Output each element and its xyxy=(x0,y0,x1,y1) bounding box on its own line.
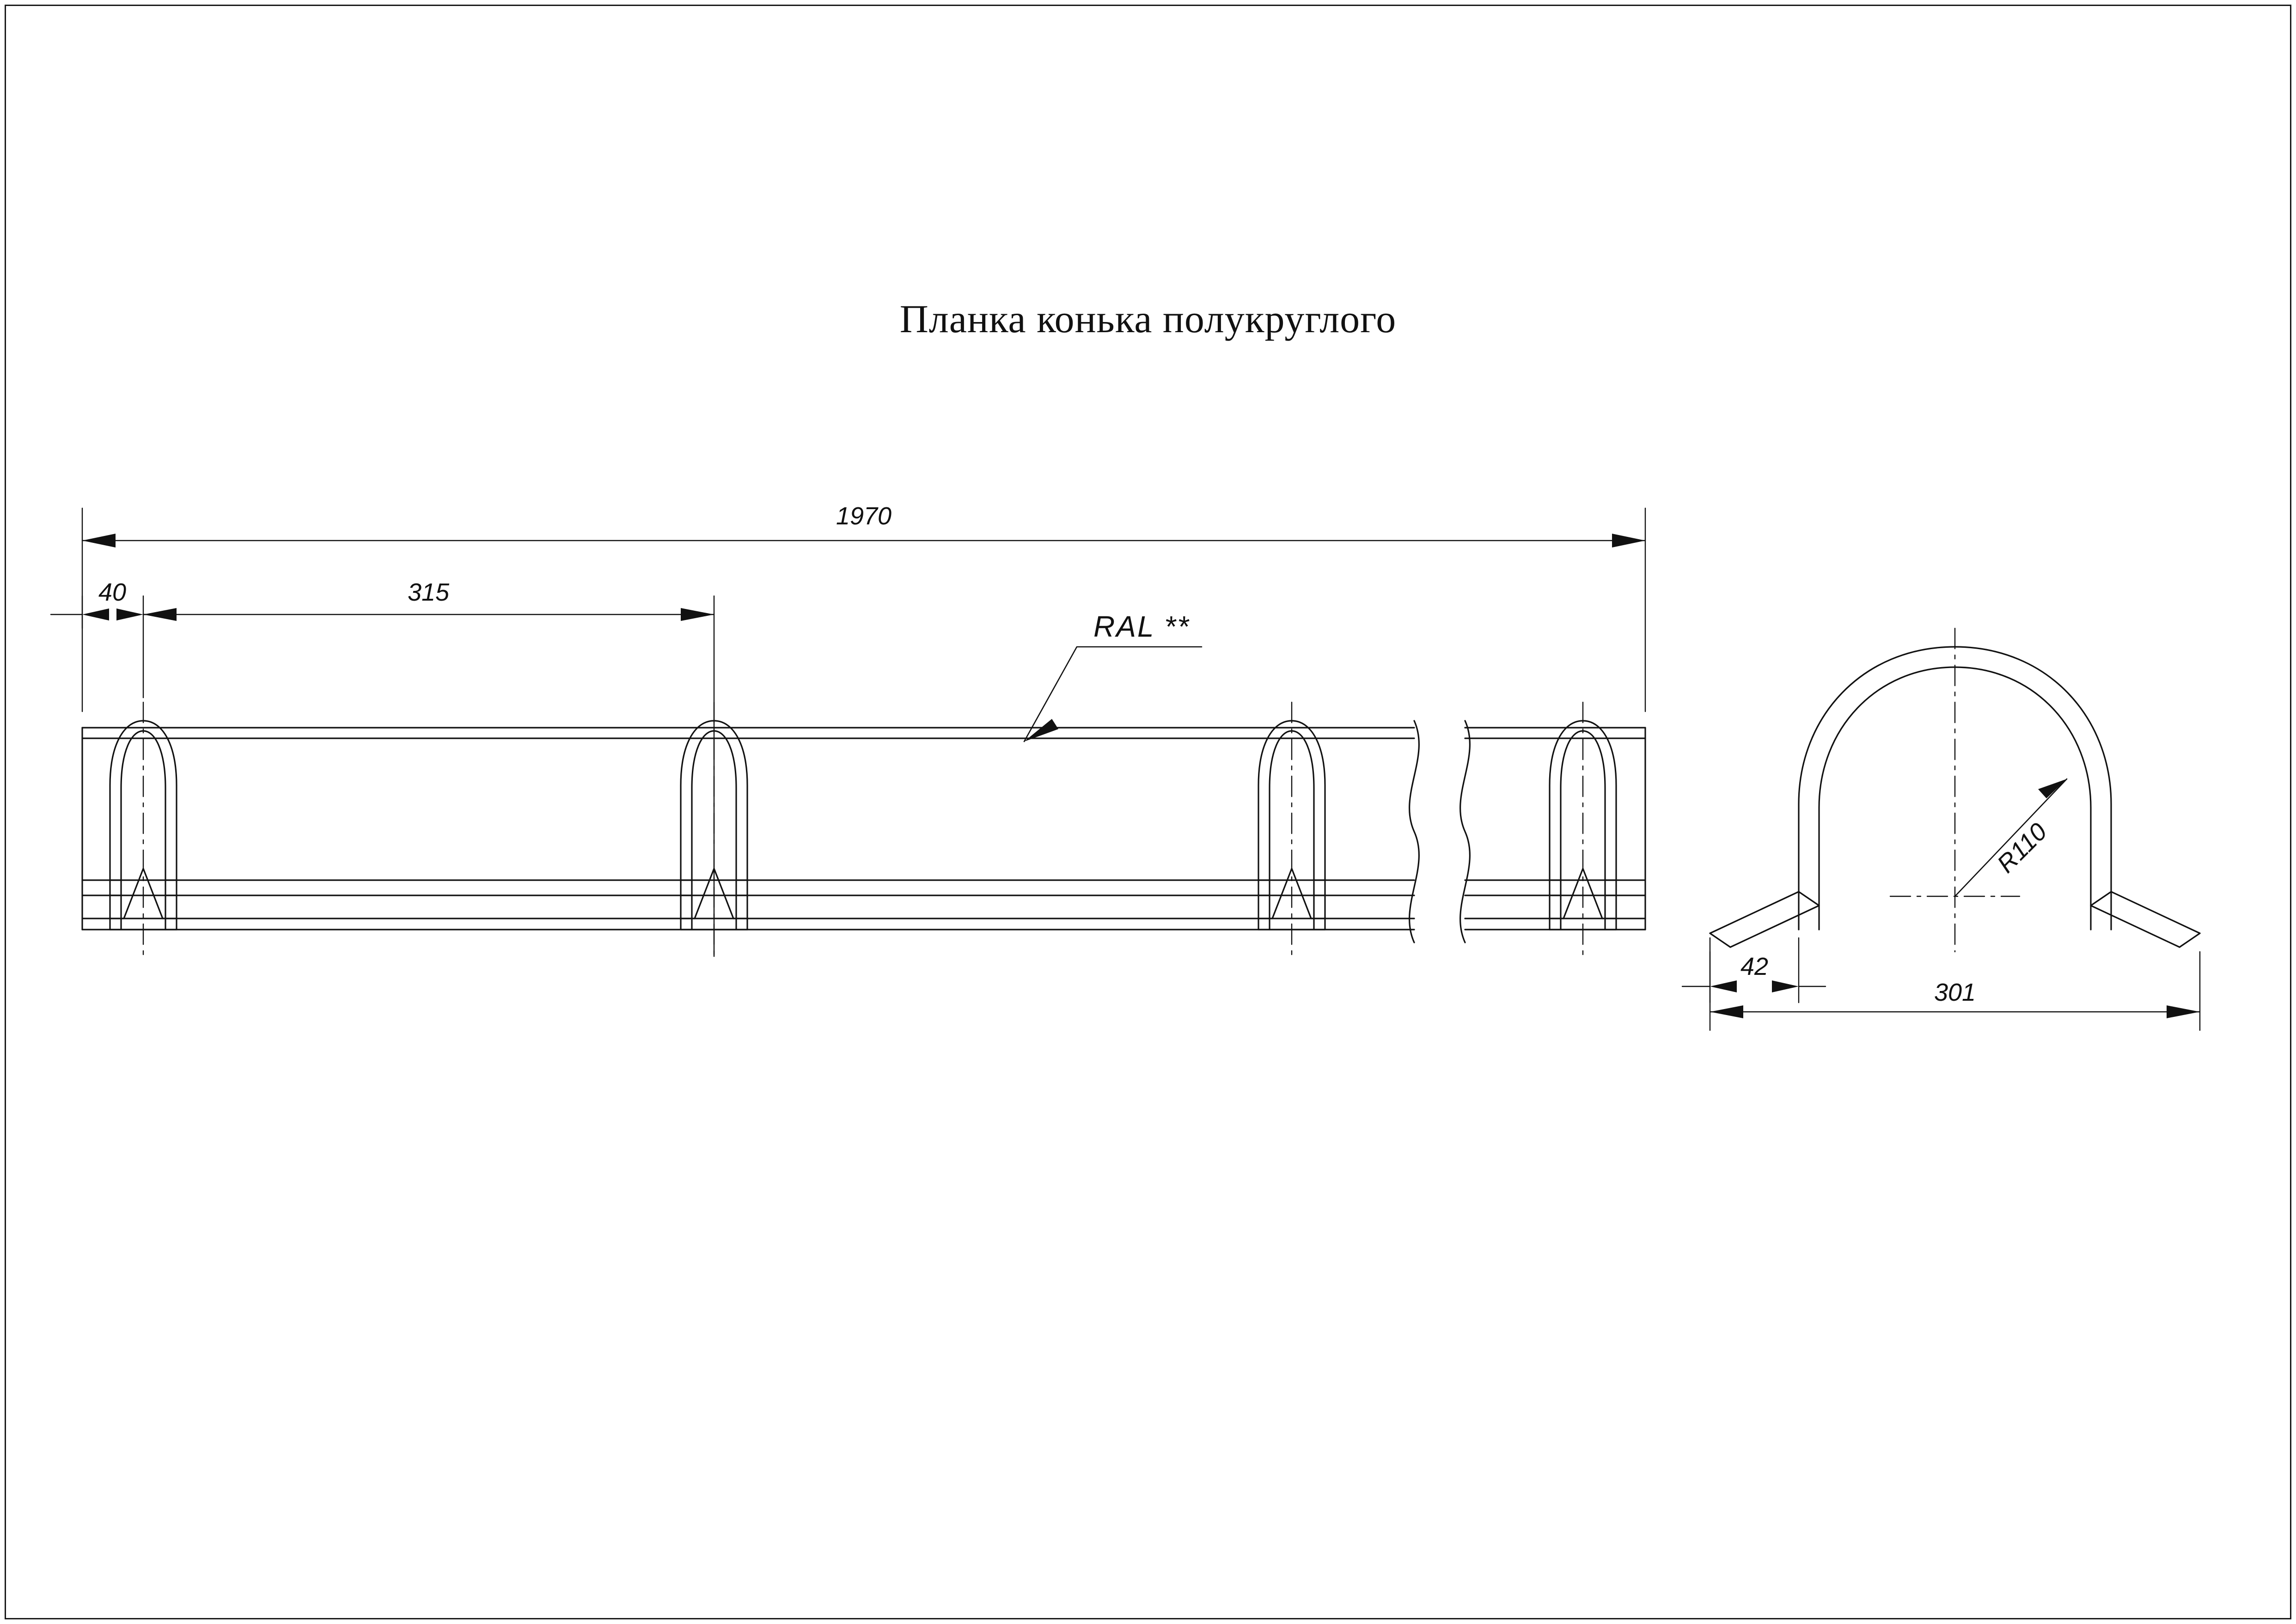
front-dimension-lines xyxy=(51,508,1645,956)
section-centerlines xyxy=(1890,628,2020,952)
page-title: Планка конька полукруглого xyxy=(899,297,1397,341)
dimension-edge-offset: 40 xyxy=(98,578,127,606)
dimension-radius: R110 xyxy=(1991,817,2052,878)
note-ral: RAL ** xyxy=(1093,610,1190,643)
dimension-rib-pitch: 315 xyxy=(407,578,450,606)
dimension-total-length: 1970 xyxy=(836,502,892,530)
dimension-flange-width: 42 xyxy=(1740,953,1769,980)
dimension-developed-width: 301 xyxy=(1934,979,1976,1006)
front-elevation-geometry xyxy=(82,721,1645,943)
